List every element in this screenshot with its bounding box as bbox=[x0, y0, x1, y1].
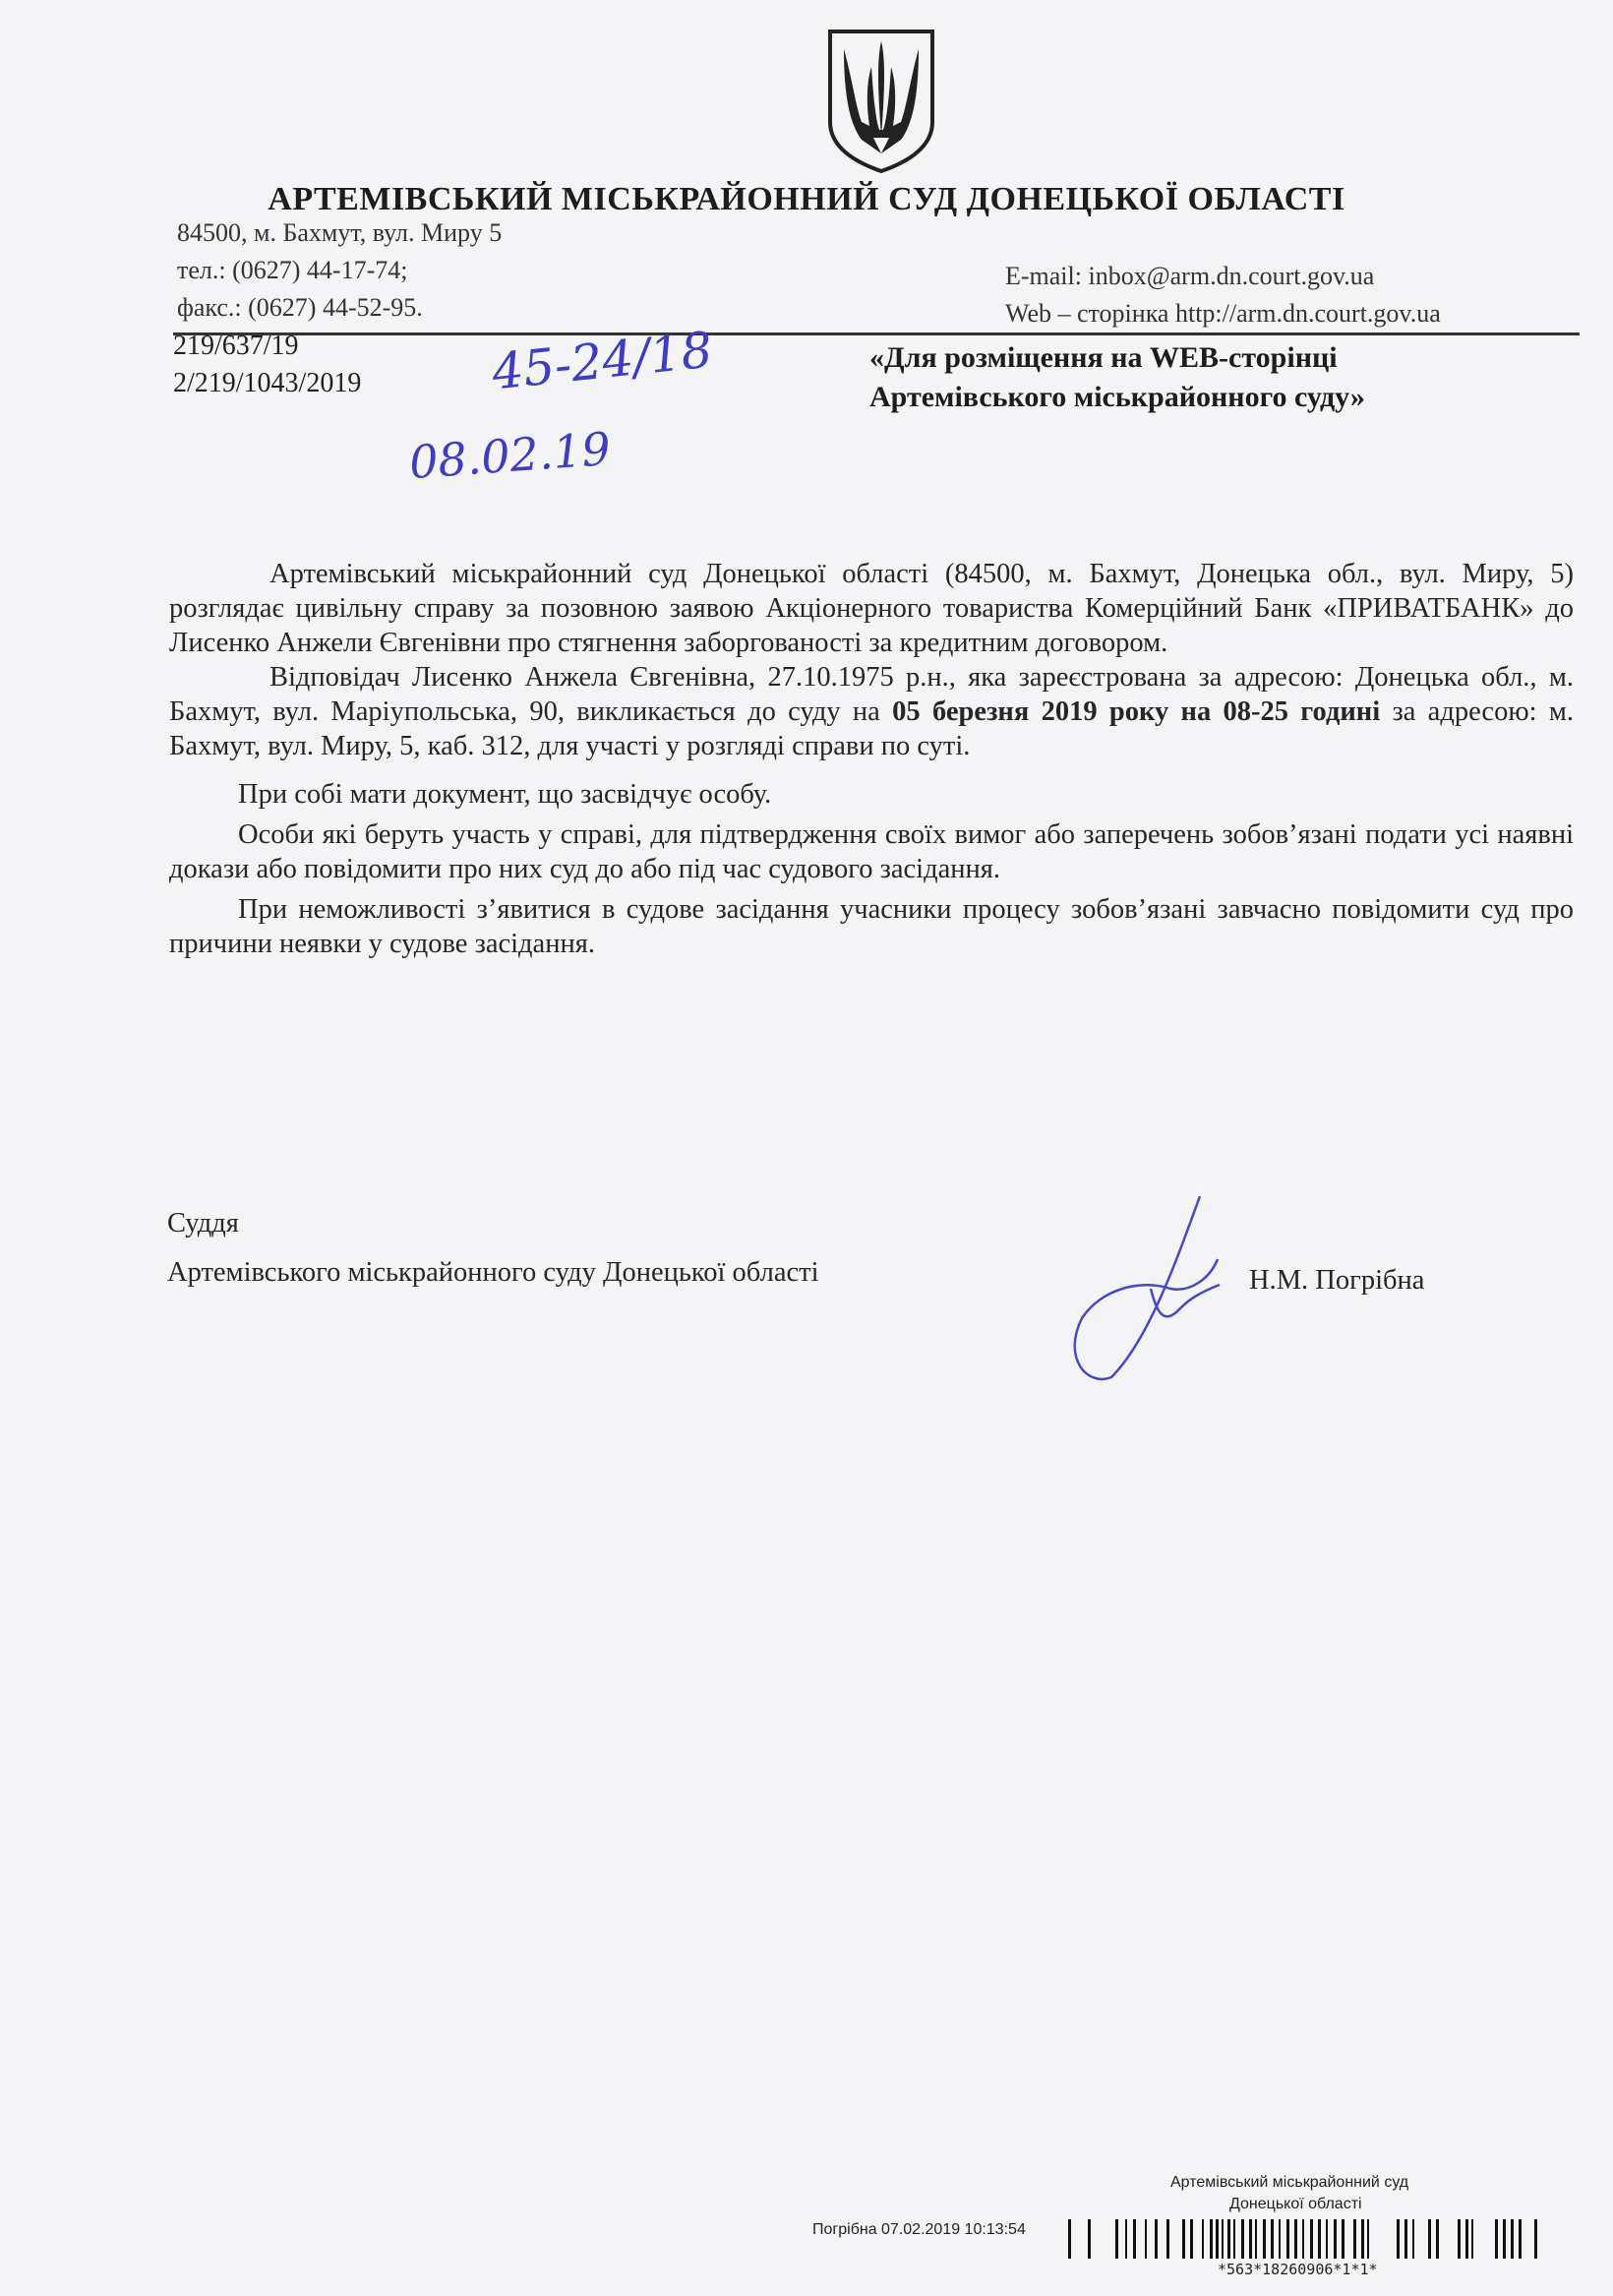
coat-of-arms-emblem bbox=[822, 28, 940, 175]
stamp-signer-datetime: Погрібна 07.02.2019 10:13:54 bbox=[812, 2221, 1026, 2238]
summons-text-end: за адресою: м. Бахмут, вул. Миру, 5, каб. 312, для участі у розгляді справи по суті. bbox=[169, 696, 1575, 761]
court-address: 84500, м. Бахмут, вул. Миру 5 bbox=[177, 218, 503, 247]
handwritten-registration-mark: 45-24/18 bbox=[489, 321, 716, 401]
stamp-court-line-2: Донецької області bbox=[1229, 2196, 1362, 2212]
summons-text-start: Відповідач Лисенко Анжела Євгенівна, 27.10.1975 р.н., яка зареєстрована за адресою: Донецька обл., м. Бахмут, вул. Маріупольська, 90, викликається до суду на bbox=[169, 662, 1574, 727]
signature-court: Артемівського міськрайонного суду Донецької області bbox=[167, 1257, 819, 1288]
web-notice-line-2: Артемівського міськрайонного суду» bbox=[869, 381, 1365, 413]
court-email: E-mail: inbox@arm.dn.court.gov.ua bbox=[1005, 262, 1375, 290]
court-phone: тел.: (0627) 44-17-74; bbox=[177, 256, 408, 284]
court-title: АРТЕМІВСЬКИЙ МІСЬКРАЙОННИЙ СУД ДОНЕЦЬКОЇ ОБЛАСТІ bbox=[268, 181, 1345, 217]
header-divider bbox=[173, 332, 1580, 335]
paragraph-evidence: Особи які беруть участь у справі, для підтвердження своїх вимог або заперечень зобов’язані подати усі наявні докази або повідомити про них суд до або під час судового засідання. bbox=[169, 819, 1574, 884]
judge-name: Н.М. Погрібна bbox=[1249, 1265, 1425, 1296]
stamp-court-line-1: Артемівський міськрайонний суд bbox=[1170, 2174, 1409, 2191]
judge-signature bbox=[1033, 1190, 1229, 1387]
handwritten-date-mark: 08.02.19 bbox=[407, 421, 613, 490]
summons-body bbox=[169, 557, 1574, 961]
hearing-datetime: 05 березня 2019 року на 08-25 годині bbox=[892, 696, 1381, 727]
court-website: Web – сторінка http://arm.dn.court.gov.ua bbox=[1005, 299, 1441, 328]
paragraph-case-description: Артемівський міськрайонний суд Донецької області (84500, м. Бахмут, Донецька обл., вул. Миру, 5) розглядає цивільну справу за позовною заявою Акціонерного товариства Комерційний Банк «ПРИВАТБАНК» до Лисенко Анжели Євгенівни про стягнення заборгованості за кредитним договором. bbox=[169, 559, 1574, 658]
web-notice-line-1: «Для розміщення на WEB-сторінці bbox=[869, 341, 1338, 374]
signature-title: Суддя bbox=[167, 1208, 239, 1239]
document-barcode bbox=[1068, 2219, 1548, 2259]
paragraph-id-document: При собі мати документ, що засвідчує особу. bbox=[238, 779, 772, 810]
barcode-number: *563*18260906*1*1* bbox=[1218, 2261, 1378, 2278]
court-fax: факс.: (0627) 44-52-95. bbox=[177, 293, 423, 322]
paragraph-absence: При неможливості з’явитися в судове засідання учасники процесу зобов’язані завчасно повідомити суд про причини неявки у судове засідання. bbox=[169, 894, 1574, 959]
case-number: 219/637/19 bbox=[173, 331, 299, 361]
outgoing-number: 2/219/1043/2019 bbox=[173, 368, 362, 398]
paragraph-summons bbox=[169, 660, 1574, 763]
